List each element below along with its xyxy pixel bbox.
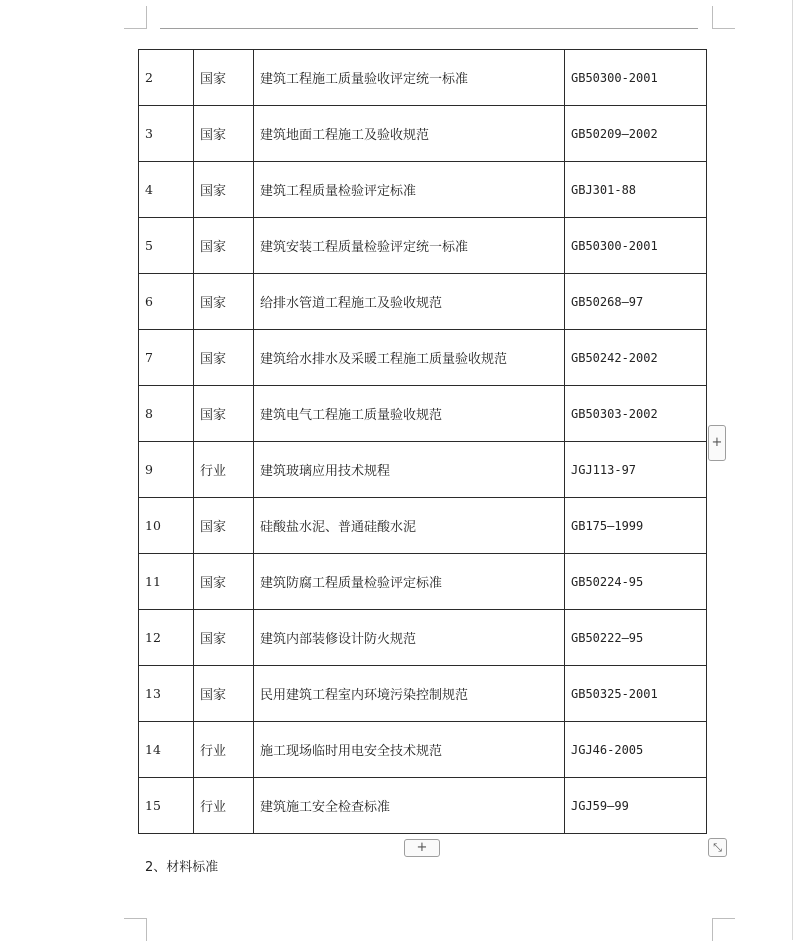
add-column-button[interactable]: + [708, 425, 726, 461]
table-row [139, 50, 707, 106]
standard-code-cell[interactable]: GB50325-2001 [565, 666, 707, 722]
row-number-cell[interactable]: 11 [139, 554, 194, 610]
table-row [139, 554, 707, 610]
row-number-cell[interactable]: 10 [139, 498, 194, 554]
standard-name-cell[interactable]: 建筑工程施工质量验收评定统一标准 [254, 50, 565, 106]
standard-name-cell[interactable]: 施工现场临时用电安全技术规范 [254, 722, 565, 778]
standard-code-cell[interactable]: JGJ113-97 [565, 442, 707, 498]
standard-name-cell[interactable]: 建筑内部装修设计防火规范 [254, 610, 565, 666]
standard-name-cell[interactable]: 建筑施工安全检查标准 [254, 778, 565, 834]
row-number-cell[interactable]: 3 [139, 106, 194, 162]
table-row [139, 722, 707, 778]
standard-name-cell[interactable]: 给排水管道工程施工及验收规范 [254, 274, 565, 330]
standard-code-cell[interactable]: GB50224-95 [565, 554, 707, 610]
standard-code-cell[interactable]: GB50303-2002 [565, 386, 707, 442]
page-corner-mark [712, 918, 735, 941]
standard-code-cell[interactable]: JGJ46-2005 [565, 722, 707, 778]
level-cell[interactable]: 国家 [194, 50, 254, 106]
page-corner-mark [712, 6, 735, 29]
standard-code-cell[interactable]: GB50300-2001 [565, 218, 707, 274]
table-row [139, 386, 707, 442]
standard-code-cell[interactable]: JGJ59—99 [565, 778, 707, 834]
standard-name-cell[interactable]: 建筑电气工程施工质量验收规范 [254, 386, 565, 442]
standard-name-cell[interactable]: 建筑工程质量检验评定标准 [254, 162, 565, 218]
standard-code-cell[interactable]: GB50222—95 [565, 610, 707, 666]
level-cell[interactable]: 国家 [194, 666, 254, 722]
standard-code-cell[interactable]: GB175—1999 [565, 498, 707, 554]
standard-name-cell[interactable]: 建筑给水排水及采暖工程施工质量验收规范 [254, 330, 565, 386]
table-row [139, 162, 707, 218]
standard-code-cell[interactable]: GB50209—2002 [565, 106, 707, 162]
row-number-cell[interactable]: 2 [139, 50, 194, 106]
level-cell[interactable]: 行业 [194, 778, 254, 834]
table-row [139, 330, 707, 386]
standard-name-cell[interactable]: 硅酸盐水泥、普通硅酸水泥 [254, 498, 565, 554]
level-cell[interactable]: 行业 [194, 722, 254, 778]
row-number-cell[interactable]: 15 [139, 778, 194, 834]
table-row [139, 106, 707, 162]
standard-name-cell[interactable]: 建筑地面工程施工及验收规范 [254, 106, 565, 162]
table-row [139, 274, 707, 330]
row-number-cell[interactable]: 8 [139, 386, 194, 442]
standard-code-cell[interactable]: GB50242-2002 [565, 330, 707, 386]
standard-code-cell[interactable]: GB50268—97 [565, 274, 707, 330]
level-cell[interactable]: 国家 [194, 330, 254, 386]
row-number-cell[interactable]: 6 [139, 274, 194, 330]
standard-name-cell[interactable]: 建筑安装工程质量检验评定统一标准 [254, 218, 565, 274]
standard-code-cell[interactable]: GBJ301-88 [565, 162, 707, 218]
table-row [139, 218, 707, 274]
standard-code-cell[interactable]: GB50300-2001 [565, 50, 707, 106]
row-number-cell[interactable]: 7 [139, 330, 194, 386]
row-number-cell[interactable]: 13 [139, 666, 194, 722]
row-number-cell[interactable]: 5 [139, 218, 194, 274]
table-row [139, 610, 707, 666]
page-edge [792, 0, 793, 940]
table-row [139, 778, 707, 834]
section-heading: 2、材料标准 [145, 860, 219, 875]
row-number-cell[interactable]: 12 [139, 610, 194, 666]
add-row-button[interactable]: + [404, 839, 440, 857]
page-corner-mark [124, 6, 147, 29]
level-cell[interactable]: 国家 [194, 498, 254, 554]
page-corner-mark [124, 918, 147, 941]
standard-name-cell[interactable]: 建筑防腐工程质量检验评定标准 [254, 554, 565, 610]
table-resize-icon[interactable]: ⤡ [708, 838, 727, 857]
standard-name-cell[interactable]: 民用建筑工程室内环境污染控制规范 [254, 666, 565, 722]
row-number-cell[interactable]: 14 [139, 722, 194, 778]
table-row [139, 442, 707, 498]
level-cell[interactable]: 国家 [194, 274, 254, 330]
level-cell[interactable]: 国家 [194, 554, 254, 610]
level-cell[interactable]: 国家 [194, 386, 254, 442]
table-row [139, 498, 707, 554]
row-number-cell[interactable]: 9 [139, 442, 194, 498]
standard-name-cell[interactable]: 建筑玻璃应用技术规程 [254, 442, 565, 498]
standards-table [138, 49, 707, 834]
header-rule [160, 28, 698, 29]
row-number-cell[interactable]: 4 [139, 162, 194, 218]
table-row [139, 666, 707, 722]
level-cell[interactable]: 国家 [194, 218, 254, 274]
standards-table-body [139, 50, 707, 834]
level-cell[interactable]: 行业 [194, 442, 254, 498]
level-cell[interactable]: 国家 [194, 106, 254, 162]
level-cell[interactable]: 国家 [194, 610, 254, 666]
level-cell[interactable]: 国家 [194, 162, 254, 218]
